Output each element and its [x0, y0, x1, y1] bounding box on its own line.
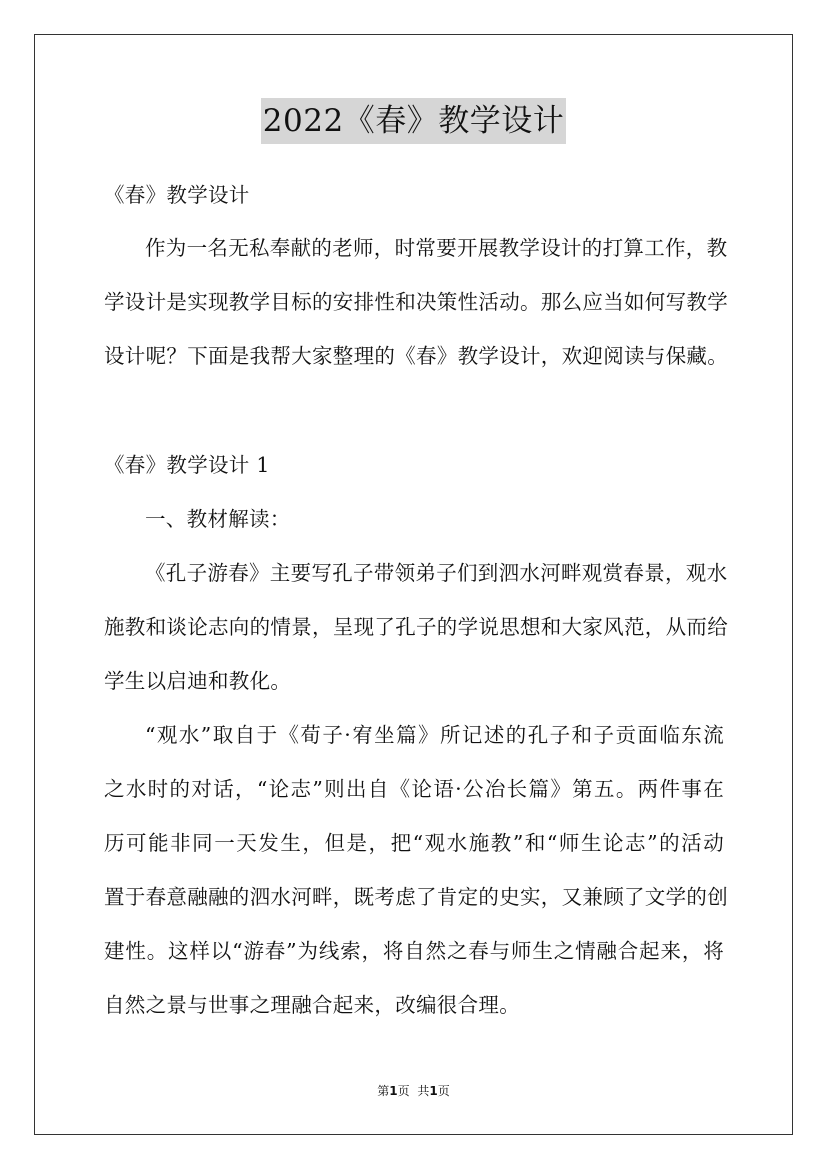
document-subtitle: 《春》教学设计	[104, 183, 250, 207]
intro-line-1: 作为一名无私奉献的老师，时常要开展教学设计的打算工作，教	[145, 236, 728, 260]
para1-line-1: 《孔子游春》主要写孔子带领弟子们到泗水河畔观赏春景，观水	[145, 561, 728, 585]
intro-line-2: 学设计是实现教学目标的安排性和决策性活动。那么应当如何写教学	[104, 290, 728, 314]
para2-line-3: 历可能非同一天发生，但是，把“观水施教”和“师生论志”的活动	[104, 831, 724, 855]
footer-total-suffix: 页	[437, 1084, 450, 1098]
footer-total-pages: 1	[429, 1084, 438, 1098]
footer-total-prefix: 共	[417, 1084, 430, 1098]
title-container	[0, 98, 827, 144]
para2-line-2: 之水时的对话，“论志”则出自《论语·公冶长篇》第五。两件事在	[104, 777, 724, 801]
document-title: 2022《春》教学设计	[261, 98, 566, 144]
para1-line-3: 学生以启迪和教化。	[104, 669, 292, 693]
para2-line-4: 置于春意融融的泗水河畔，既考虑了肯定的史实，又兼顾了文学的创	[104, 885, 728, 909]
footer-page-prefix: 第	[377, 1084, 390, 1098]
para2-line-5: 建性。这样以“游春”为线索，将自然之春与师生之情融合起来，将	[104, 939, 724, 963]
page-footer	[0, 1083, 827, 1099]
intro-line-3: 设计呢？下面是我帮大家整理的《春》教学设计，欢迎阅读与保藏。	[104, 344, 728, 368]
para2-line-6: 自然之景与世事之理融合起来，改编很合理。	[104, 993, 520, 1017]
para2-line-1: “观水”取自于《荀子·宥坐篇》所记述的孔子和子贡面临东流	[145, 723, 724, 747]
footer-page-number: 1	[389, 1084, 398, 1098]
subsection-heading: 一、教材解读：	[145, 507, 291, 531]
para1-line-2: 施教和谈论志向的情景，呈现了孔子的学说思想和大家风范，从而给	[104, 615, 728, 639]
footer-page-suffix: 页	[397, 1084, 410, 1098]
section-heading: 《春》教学设计 1	[104, 453, 270, 477]
